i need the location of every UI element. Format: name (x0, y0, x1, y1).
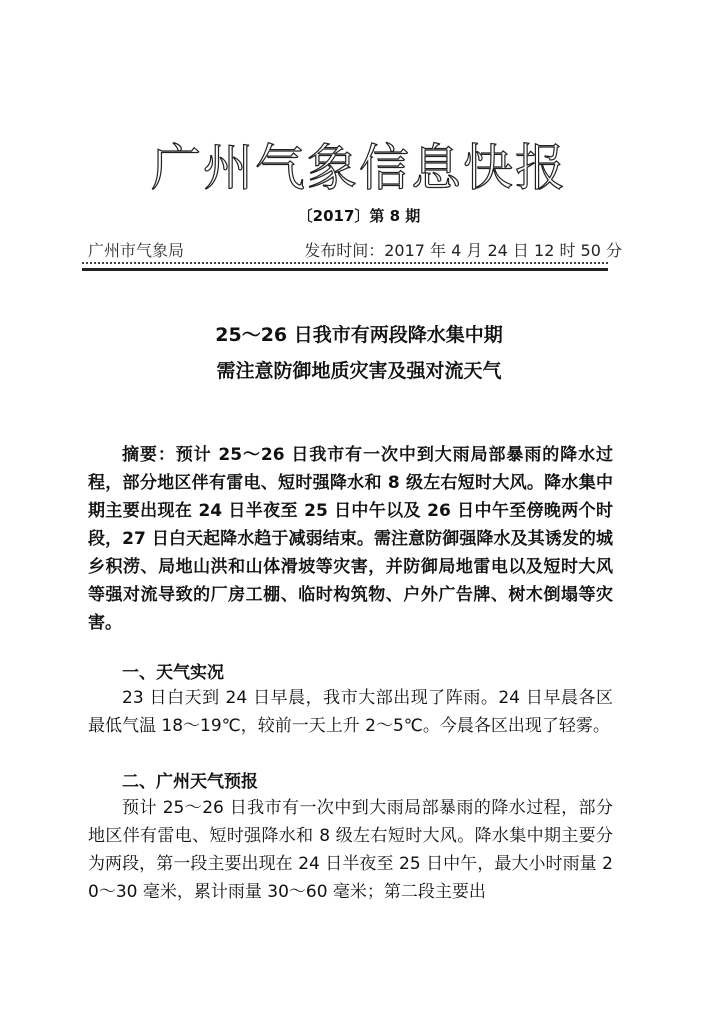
summary-label: 摘要： (122, 445, 176, 465)
headline-line-1: 25～26 日我市有两段降水集中期 (215, 324, 503, 346)
publisher: 广州市气象局 (88, 241, 185, 260)
section-heading-forecast: 二、广州天气预报 (122, 772, 258, 792)
bulletin-title: 广州气象信息快报 (151, 139, 567, 197)
summary-paragraph (88, 441, 613, 637)
section-body-forecast: 预计 25～26 日我市有一次中到大雨局部暴雨的降水过程，部分地区伴有雷电、短时强降水和 8 级左右短时大风。降水集中期主要分为两段，第一段主要出现在 24 日半夜至 25 日中午，最大小时雨量 20～30 毫米，累计雨量 30～60 毫米；第二段主要出 (88, 798, 613, 902)
headline-line-2: 需注意防御地质灾害及强对流天气 (216, 360, 502, 382)
section-body-observations: 23 日白天到 24 日早晨，我市大部出现了阵雨。24 日早晨各区最低气温 18～19℃，较前一天上升 2～5℃。今晨各区出现了轻雾。 (88, 688, 613, 736)
issue-number: 〔2017〕第 8 期 (297, 207, 421, 225)
release-time: 发布时间：2017 年 4 月 24 日 12 时 50 分 (304, 241, 622, 260)
section-heading-observations: 一、天气实况 (122, 663, 224, 683)
summary-text: 预计 25～26 日我市有一次中到大雨局部暴雨的降水过程，部分地区伴有雷电、短时强降水和 8 级左右短时大风。降水集中期主要出现在 24 日半夜至 25 日中午以及 26 日中午至傍晚两个时段，27 日白天起降水趋于减弱结束。需注意防御强降水及其诱发的城乡积涝、局地山洪和山体滑坡等灾害，并防御局地雷电以及短时大风等强对流导致的厂房工棚、临时构筑物、户外广告牌、树木倒塌等灾害。 (88, 445, 614, 633)
header-divider (82, 262, 608, 271)
